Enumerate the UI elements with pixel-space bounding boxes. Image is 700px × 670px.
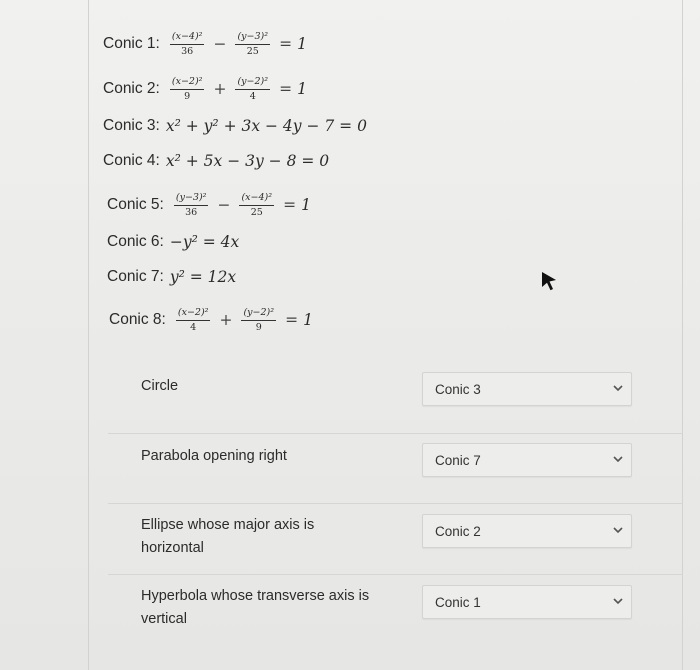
fraction	[170, 76, 205, 103]
math-expression: x² + 5x − 3y − 8 = 0	[165, 152, 330, 170]
fraction-denominator: 25	[250, 206, 263, 218]
math-expression: y² = 12x	[169, 268, 237, 286]
fraction-denominator: 36	[185, 206, 198, 218]
fraction-denominator: 9	[255, 321, 262, 333]
math-operator: −	[213, 35, 227, 53]
fraction-numerator: (y−3)²	[235, 31, 270, 45]
fraction-numerator: (y−2)²	[241, 307, 276, 321]
conic-label: Conic 1:	[103, 35, 160, 52]
match-prompt-hyperbola: Hyperbola whose transverse axis is vertical	[141, 588, 370, 627]
math-expression: −y² = 4x	[169, 233, 240, 251]
fraction	[239, 192, 274, 219]
math-expression: x² + y² + 3x − 4y − 7 = 0	[165, 117, 367, 135]
conic-label: Conic 5:	[107, 196, 164, 213]
fraction-numerator: (x−2)²	[170, 76, 205, 90]
row-divider	[108, 503, 683, 504]
row-divider	[108, 574, 683, 575]
math-operator: =	[283, 196, 297, 214]
conic-1	[103, 22, 307, 66]
math-expression: 1	[303, 311, 313, 329]
math-operator: +	[219, 311, 233, 329]
conic-equation	[170, 233, 239, 251]
math-operator: +	[213, 80, 227, 98]
fraction-numerator: (x−4)²	[239, 192, 274, 206]
fraction-denominator: 25	[246, 45, 259, 57]
selected-value: Conic 1	[435, 595, 481, 610]
conic-8	[109, 298, 313, 342]
match-select-circle[interactable]	[422, 372, 632, 406]
conic-equation	[166, 117, 367, 135]
fraction	[235, 31, 270, 58]
fraction-numerator: (y−2)²	[235, 76, 270, 90]
conic-label: Conic 2:	[103, 80, 160, 97]
math-expression: 1	[297, 80, 307, 98]
chevron-down-icon	[612, 382, 624, 394]
frame-right-border	[682, 0, 683, 670]
fraction-denominator: 4	[249, 90, 256, 102]
fraction-denominator: 9	[184, 90, 191, 102]
match-prompt-circle: Circle	[141, 378, 179, 394]
conic-equation	[166, 76, 307, 103]
fraction-numerator: (x−2)²	[176, 307, 211, 321]
conic-label: Conic 7:	[107, 268, 164, 285]
fraction-denominator: 36	[181, 45, 194, 57]
selected-value: Conic 3	[435, 382, 481, 397]
selected-value: Conic 7	[435, 453, 481, 468]
match-select-ellipse[interactable]	[422, 514, 632, 548]
conic-equation	[170, 192, 311, 219]
conic-equation	[170, 268, 236, 286]
conic-equation	[166, 31, 307, 58]
fraction-numerator: (x−4)²	[170, 31, 205, 45]
math-operator: =	[285, 311, 299, 329]
fraction	[235, 76, 270, 103]
conic-label: Conic 3:	[103, 117, 160, 134]
math-operator: =	[279, 35, 293, 53]
chevron-down-icon	[612, 595, 624, 607]
conic-label: Conic 6:	[107, 233, 164, 250]
conic-equation	[172, 307, 313, 334]
frame-left-border	[88, 0, 89, 670]
conic-equation	[166, 152, 329, 170]
math-operator: =	[279, 80, 293, 98]
mouse-pointer-icon	[540, 270, 558, 292]
fraction	[176, 307, 211, 334]
match-prompt-parabola: Parabola opening right	[141, 448, 287, 464]
fraction-denominator: 4	[190, 321, 197, 333]
match-select-hyperbola[interactable]	[422, 585, 632, 619]
chevron-down-icon	[612, 524, 624, 536]
fraction	[241, 307, 276, 334]
match-prompt-ellipse: Ellipse whose major axis is horizontal	[141, 517, 315, 556]
chevron-down-icon	[612, 453, 624, 465]
match-select-parabola[interactable]	[422, 443, 632, 477]
math-expression: 1	[297, 35, 307, 53]
selected-value: Conic 2	[435, 524, 481, 539]
conic-7	[107, 255, 236, 299]
math-expression: 1	[301, 196, 311, 214]
fraction-numerator: (y−3)²	[174, 192, 209, 206]
fraction	[174, 192, 209, 219]
row-divider	[108, 433, 683, 434]
fraction	[170, 31, 205, 58]
conic-label: Conic 8:	[109, 311, 166, 328]
conic-4	[103, 139, 329, 183]
math-operator: −	[217, 196, 231, 214]
conic-label: Conic 4:	[103, 152, 160, 169]
